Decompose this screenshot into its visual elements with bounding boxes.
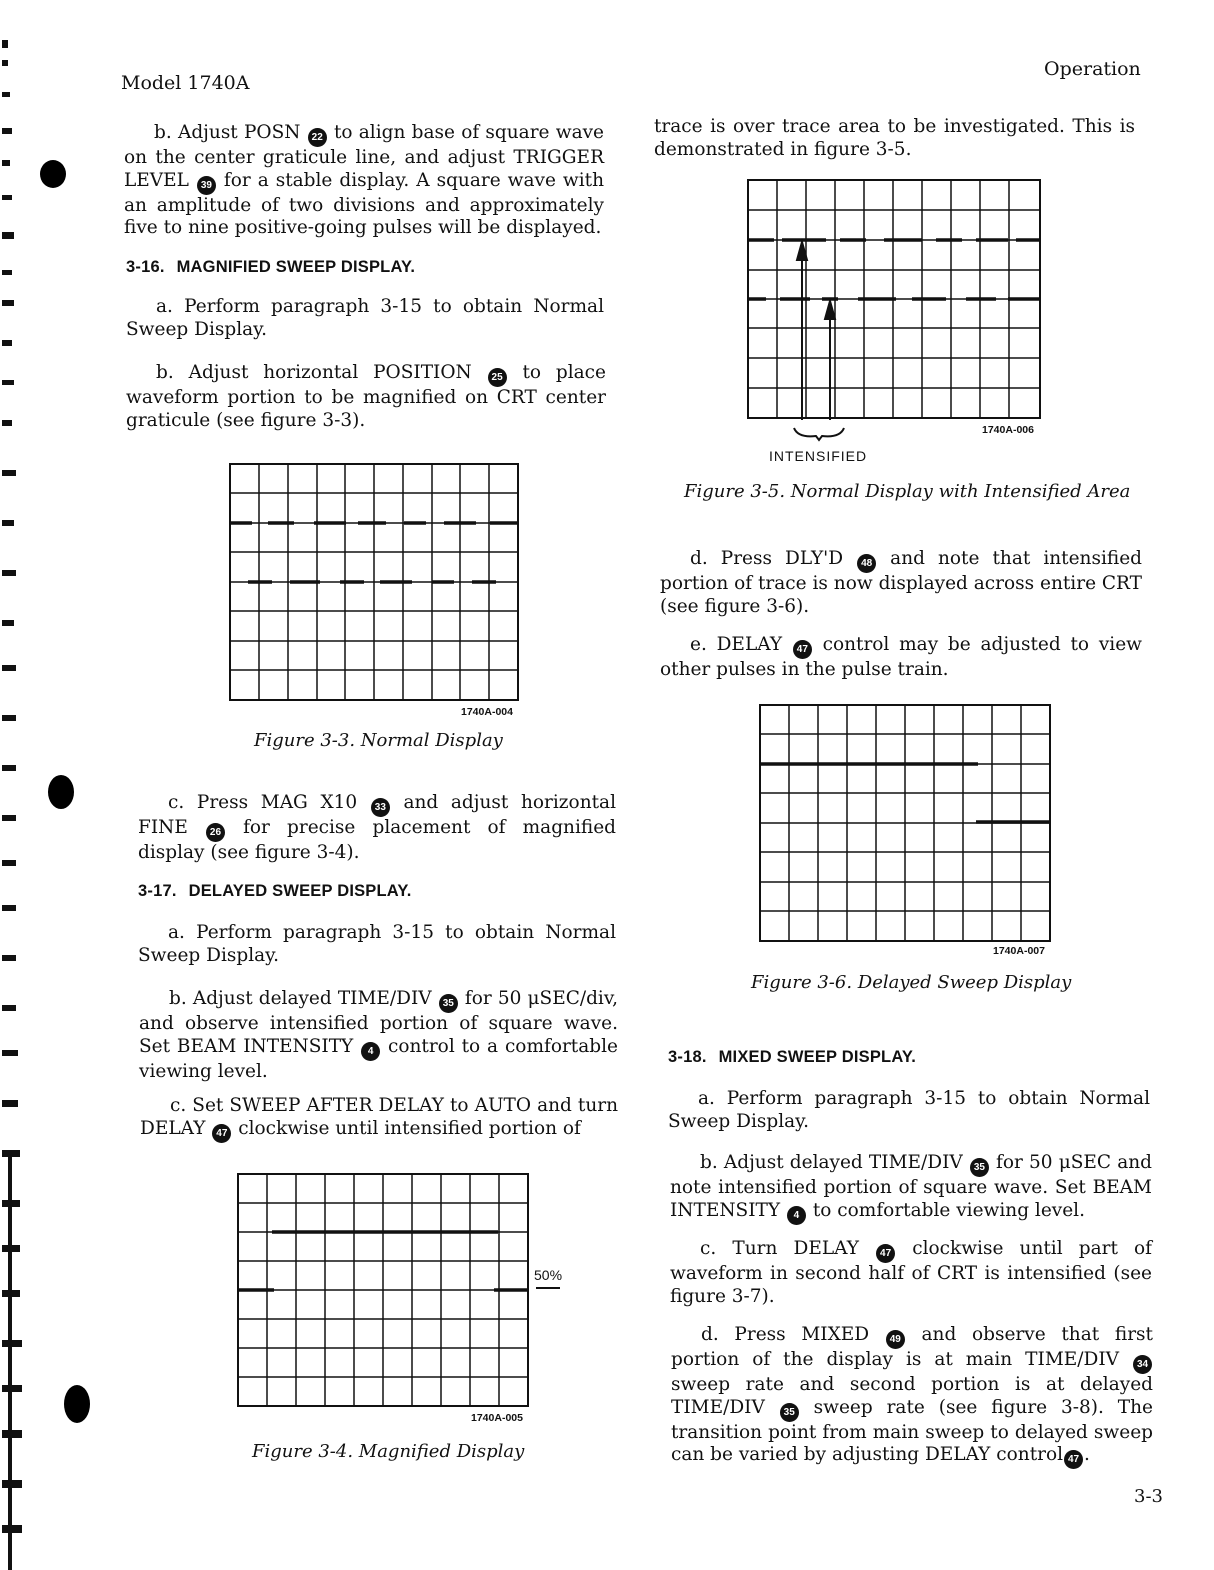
paragraph-3-17-a: a. Perform paragraph 3-15 to obtain Normal Sweep Display. bbox=[138, 922, 616, 966]
figure-3-6-graticule bbox=[758, 703, 1052, 943]
control-number-icon: 47 bbox=[876, 1244, 895, 1263]
control-number-icon: 26 bbox=[206, 823, 225, 842]
figure-3-5-caption: Figure 3-5. Normal Display with Intensified Area bbox=[684, 481, 1131, 502]
paragraph-3-16-c: c. Press MAG X10 33 and adjust horizontal FINE 26 for precise placement of magnified display (see figure 3-4). bbox=[138, 792, 616, 863]
figure-3-5-id: 1740A-006 bbox=[982, 424, 1034, 436]
paragraph-3-18-c: c. Turn DELAY 47 clockwise until part of waveform in second half of CRT is intensified (see figure 3-7). bbox=[670, 1238, 1153, 1307]
control-number-icon: 25 bbox=[488, 368, 507, 387]
header-section: Operation bbox=[1044, 58, 1141, 80]
paragraph-b-posn: b. Adjust POSN 22 to align base of square wave on the center graticule line, and adjust TRIGGER LEVEL 39 for a stable display. A square wave with an amplitude of two divisions and approximately five to nine positive-going pulses will be displayed. bbox=[124, 122, 604, 238]
figure-3-6-id: 1740A-007 bbox=[993, 945, 1045, 957]
section-heading-3-16: 3-16. MAGNIFIED SWEEP DISPLAY. bbox=[126, 258, 416, 276]
paragraph-3-17-b: b. Adjust delayed TIME/DIV 35 for 50 μSEC/div, and observe intensified portion of square wave. Set BEAM INTENSITY 4 control to a comfortable viewing level. bbox=[139, 988, 618, 1082]
punch-hole-middle bbox=[48, 775, 74, 809]
fifty-percent-label: 50% bbox=[534, 1267, 563, 1283]
paragraph-d-dlyd: d. Press DLY'D 48 and note that intensified portion of trace is now displayed across entire CRT (see figure 3-6). bbox=[660, 548, 1142, 617]
control-number-icon: 35 bbox=[439, 994, 458, 1013]
paragraph-continuation: trace is over trace area to be investigated. This is demonstrated in figure 3-5. bbox=[654, 116, 1135, 160]
paragraph-3-18-d: d. Press MIXED 49 and observe that first portion of the display is at main TIME/DIV 34 sweep rate and second portion is at delayed TIME/DIV 35 sweep rate (see figure 3-8). The transition point from main sweep to delayed sweep can be varied by adjusting DELAY control 47 . bbox=[671, 1324, 1153, 1469]
intensified-bracket bbox=[792, 426, 846, 442]
control-number-icon: 34 bbox=[1133, 1355, 1152, 1374]
control-number-icon: 4 bbox=[361, 1042, 380, 1061]
header-model: Model 1740A bbox=[121, 72, 250, 94]
binder-edge bbox=[0, 0, 28, 1570]
control-number-icon: 35 bbox=[970, 1158, 989, 1177]
control-number-icon: 33 bbox=[371, 798, 390, 817]
figure-3-4-id: 1740A-005 bbox=[471, 1412, 523, 1424]
control-number-icon: 39 bbox=[197, 176, 216, 195]
figure-3-4-caption: Figure 3-4. Magnified Display bbox=[252, 1441, 525, 1462]
paragraph-3-18-a: a. Perform paragraph 3-15 to obtain Normal Sweep Display. bbox=[668, 1088, 1150, 1132]
figure-3-5-graticule bbox=[746, 178, 1042, 420]
section-heading-3-17: 3-17. DELAYED SWEEP DISPLAY. bbox=[138, 882, 412, 900]
control-number-icon: 4 bbox=[787, 1206, 806, 1225]
control-number-icon: 49 bbox=[886, 1330, 905, 1349]
figure-3-3-graticule bbox=[228, 462, 520, 702]
figure-3-6-caption: Figure 3-6. Delayed Sweep Display bbox=[751, 972, 1072, 993]
paragraph-3-16-a: a. Perform paragraph 3-15 to obtain Normal Sweep Display. bbox=[126, 296, 604, 340]
control-number-icon: 47 bbox=[793, 640, 812, 659]
paragraph-3-16-b: b. Adjust horizontal POSITION 25 to place waveform portion to be magnified on CRT center graticule (see figure 3-3). bbox=[126, 362, 606, 431]
fifty-percent-marker bbox=[536, 1286, 560, 1290]
control-number-icon: 22 bbox=[308, 128, 327, 147]
punch-hole-top bbox=[40, 160, 66, 188]
figure-3-3-id: 1740A-004 bbox=[461, 706, 513, 718]
control-number-icon: 47 bbox=[1064, 1450, 1083, 1469]
control-number-icon: 47 bbox=[212, 1124, 231, 1143]
section-heading-3-18: 3-18. MIXED SWEEP DISPLAY. bbox=[668, 1048, 917, 1066]
paragraph-e-delay: e. DELAY 47 control may be adjusted to view other pulses in the pulse train. bbox=[660, 634, 1142, 680]
paragraph-3-17-c: c. Set SWEEP AFTER DELAY to AUTO and turn DELAY 47 clockwise until intensified portion of bbox=[140, 1095, 618, 1143]
figure-3-3-caption: Figure 3-3. Normal Display bbox=[254, 730, 503, 751]
control-number-icon: 48 bbox=[857, 554, 876, 573]
intensified-label: INTENSIFIED bbox=[769, 448, 868, 464]
control-number-icon: 35 bbox=[780, 1403, 799, 1422]
paragraph-3-18-b: b. Adjust delayed TIME/DIV 35 for 50 μSEC and note intensified portion of square wave. Set BEAM INTENSITY 4 to comfortable viewing level. bbox=[670, 1152, 1152, 1225]
page-number: 3-3 bbox=[1134, 1486, 1163, 1507]
figure-3-4-graticule bbox=[236, 1172, 530, 1408]
punch-hole-bottom bbox=[64, 1385, 90, 1423]
